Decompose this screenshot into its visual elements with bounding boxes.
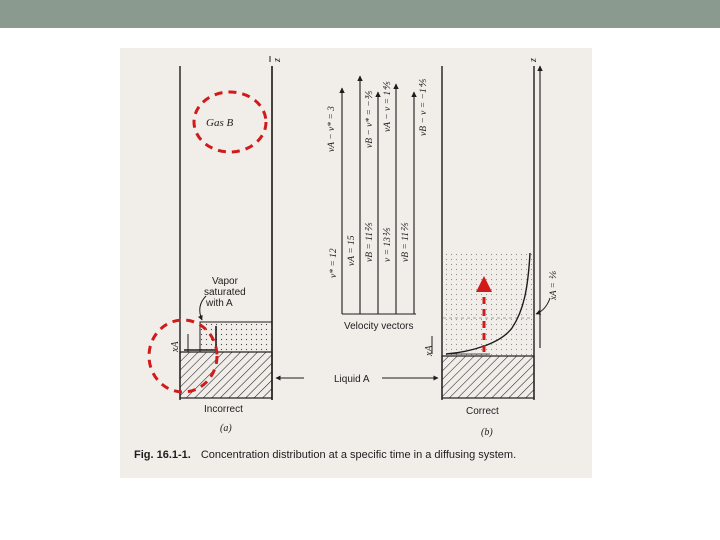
velocity-upper-label-2: vA − v = 1⅘	[383, 81, 393, 132]
velocity-upper-label-1: vB − v* = −⅗	[365, 91, 375, 148]
vapor-label-line1: Vapor	[212, 276, 238, 287]
velocity-lower-label-3: v = 13⅕	[383, 227, 393, 262]
velocity-lower-label-1: vA = 15	[347, 235, 357, 266]
liquid-a-block-b	[442, 356, 534, 398]
z-label-a: z	[272, 58, 283, 62]
caption-number: Fig. 16.1-1.	[134, 449, 191, 461]
vapor-label-line3: with A	[206, 298, 233, 309]
velocity-upper-label-0: vA − v* = 3	[327, 106, 337, 152]
velocity-lower-label-0: v* = 12	[329, 248, 339, 278]
xa-label-a: xA	[170, 341, 181, 352]
xa-label-b: xA	[424, 345, 435, 356]
panel-letter-b: (b)	[481, 427, 493, 438]
vapor-label-line2: saturated	[204, 287, 246, 298]
caption-text: Concentration distribution at a specific time in a diffusing system.	[200, 449, 517, 461]
velocity-lower-label-4: vB = 11⅖	[401, 222, 411, 262]
liquid-a-label: Liquid A	[334, 374, 370, 385]
velocity-vectors	[342, 76, 416, 314]
figure-scan	[120, 48, 592, 478]
panel-b	[432, 66, 550, 400]
gas-b-label: Gas B	[206, 117, 234, 129]
panel-letter-a: (a)	[220, 423, 232, 434]
xa-value-label: xA = ⅙	[548, 271, 558, 300]
velocity-vectors-label: Velocity vectors	[344, 321, 414, 332]
diffusion-zone-b	[443, 253, 533, 356]
figure-caption	[134, 449, 584, 461]
z-label-b: z	[528, 58, 539, 62]
velocity-upper-label-3: vB − v = −1⅘	[419, 79, 429, 136]
velocity-lower-label-2: vB = 11⅖	[365, 222, 375, 262]
verdict-b: Correct	[466, 406, 499, 417]
top-bar	[0, 0, 720, 28]
panel-a	[180, 56, 272, 400]
diagram-svg	[120, 48, 592, 478]
verdict-a: Incorrect	[204, 404, 243, 415]
